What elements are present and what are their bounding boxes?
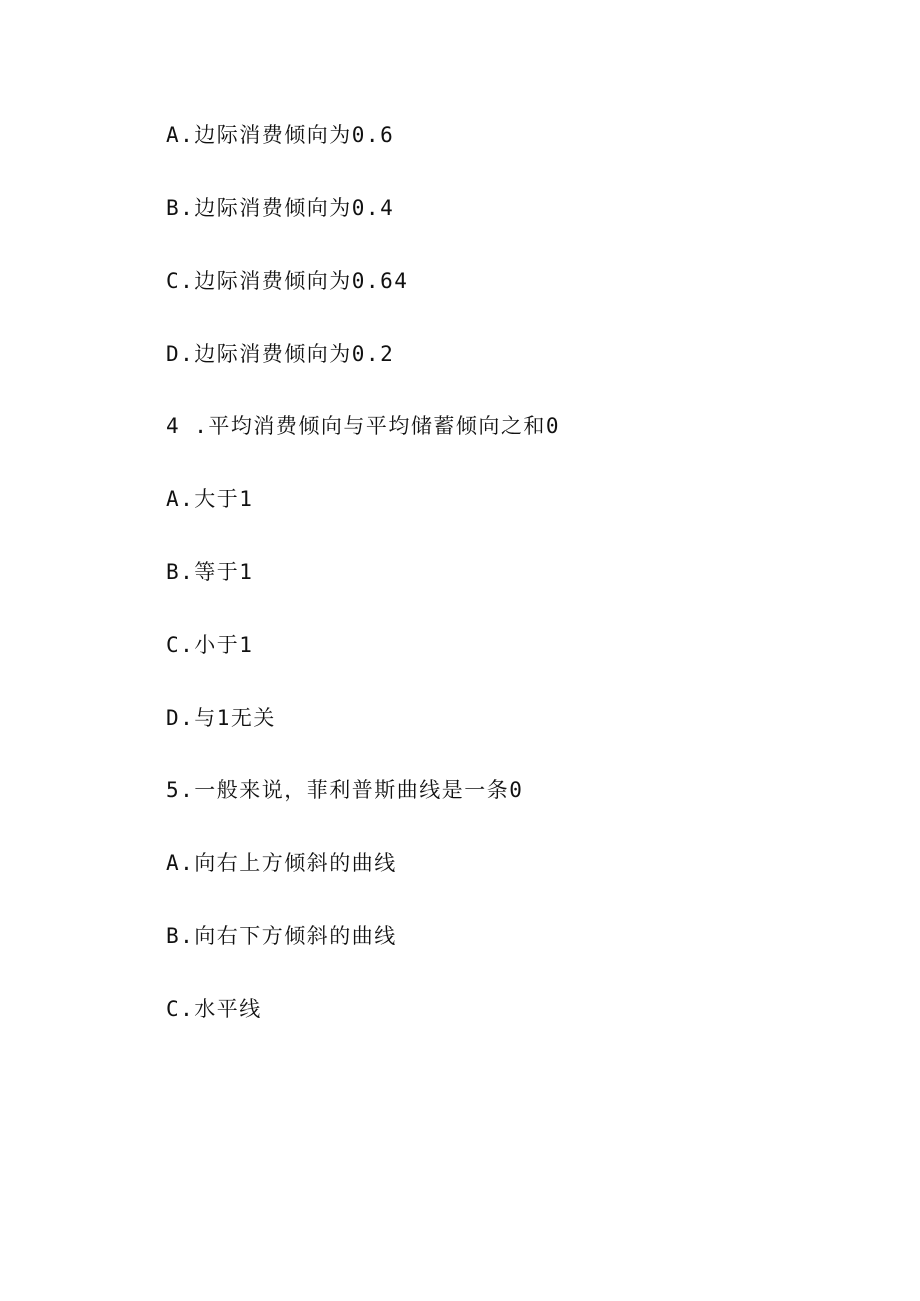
option-a-greater-than-1: A.大于1	[166, 487, 254, 511]
option-c-mpc-0-64: C.边际消费倾向为0.64	[166, 269, 409, 293]
question-4: 4 .平均消费倾向与平均储蓄倾向之和0	[166, 414, 561, 438]
question-5: 5.一般来说，菲利普斯曲线是一条0	[166, 778, 524, 802]
option-d-unrelated-to-1: D.与1无关	[166, 706, 276, 730]
option-a-upward-sloping-curve: A.向右上方倾斜的曲线	[166, 851, 397, 875]
option-b-mpc-0-4: B.边际消费倾向为0.4	[166, 196, 395, 220]
option-a-mpc-0-6: A.边际消费倾向为0.6	[166, 123, 395, 147]
option-d-mpc-0-2: D.边际消费倾向为0.2	[166, 342, 395, 366]
option-c-less-than-1: C.小于1	[166, 633, 254, 657]
option-b-equal-to-1: B.等于1	[166, 560, 254, 584]
option-c-horizontal-line: C.水平线	[166, 997, 262, 1021]
option-b-downward-sloping-curve: B.向右下方倾斜的曲线	[166, 924, 397, 948]
